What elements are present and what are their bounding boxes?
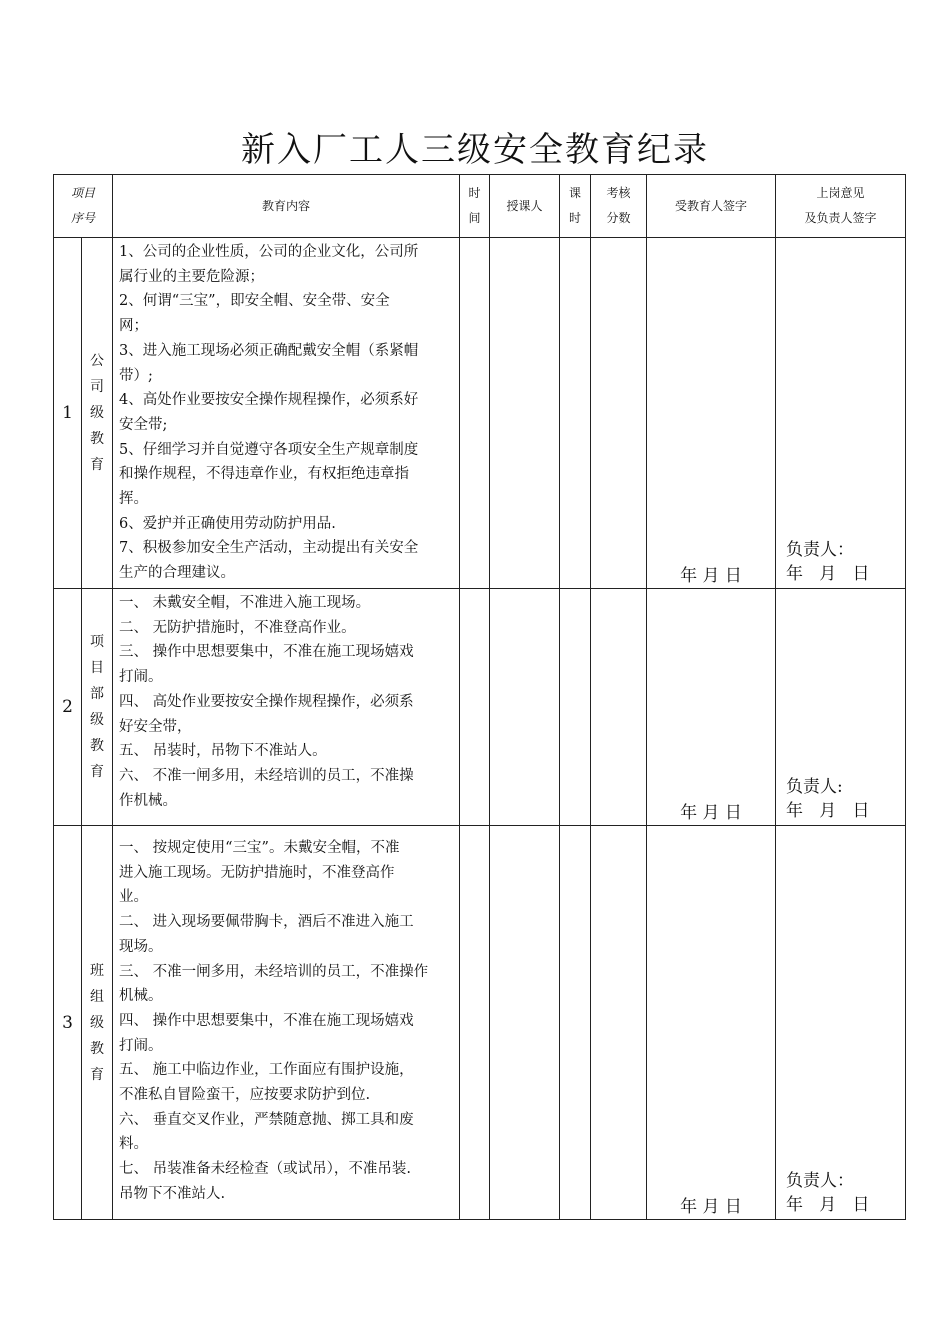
content-line: 挥。: [119, 491, 149, 508]
level-char: 育: [90, 1066, 104, 1083]
level-char: 目: [90, 660, 104, 676]
content-line: 吊物下不准站人.: [119, 1185, 226, 1202]
level-char: 育: [90, 764, 104, 780]
level-char: 部: [90, 686, 104, 702]
sign-date: 年 月 日: [680, 803, 742, 823]
teacher-cell[interactable]: [490, 589, 560, 826]
header-trainee-sign: 受教育人签字: [647, 175, 776, 238]
time-cell[interactable]: [460, 238, 490, 589]
table-row: [54, 238, 906, 589]
level-char: 班: [90, 962, 104, 979]
header-approval-cell: [776, 175, 906, 238]
content-line: 三、 不准一闸多用，未经培训的员工，不准操作: [119, 963, 429, 980]
education-record-table: [53, 174, 906, 1220]
level-cell: [82, 238, 113, 589]
content-line: 安全带;: [119, 416, 168, 433]
level-char: 司: [90, 379, 104, 395]
content-line: 一、 按规定使用“三宝”。未戴安全帽，不准: [119, 840, 400, 856]
table-row: [54, 589, 906, 826]
level-char: 教: [90, 738, 104, 754]
content-line: 四、 高处作业要按安全操作规程操作，必须系: [119, 693, 414, 710]
content-line: 作机械。: [119, 792, 178, 809]
content-line: 好安全带，: [119, 718, 192, 735]
row-number: 2: [54, 589, 82, 826]
trainee-sign-cell[interactable]: [647, 589, 776, 826]
content-line: 打闹。: [119, 1037, 163, 1054]
hours-cell[interactable]: [560, 589, 591, 826]
level-char: 公: [90, 353, 104, 369]
content-line: 一、 未戴安全帽，不准进入施工现场。: [119, 595, 371, 611]
content-line: 六、 垂直交叉作业，严禁随意抛、掷工具和废: [119, 1111, 414, 1128]
content-line: 生产的合理建议。: [119, 565, 236, 582]
header-time-2: 间: [468, 211, 481, 225]
table-header-row: [54, 175, 906, 238]
content-line: 7、积极参加安全生产活动，主动提出有关安全: [119, 540, 419, 557]
page-title: 新入厂工人三级安全教育纪录: [241, 130, 709, 170]
header-content: 教育内容: [113, 175, 460, 238]
content-line: 3、进入施工现场必须正确配戴安全帽（系紧帽: [119, 342, 419, 359]
content-line: 带）;: [119, 367, 153, 384]
responsible-date: 年 月 日: [786, 1195, 870, 1215]
responsible-date: 年 月 日: [786, 801, 870, 821]
header-hours-2: 时: [569, 211, 582, 225]
content-line: 6、爱护并正确使用劳动防护用品.: [119, 515, 336, 532]
content-line: 进入施工现场。无防护措施时，不准登高作: [119, 864, 395, 881]
responsible-label: 负责人:: [786, 777, 843, 797]
content-line: 和操作规程，不得违章作业，有权拒绝违章指: [119, 466, 410, 483]
level-char: 级: [90, 712, 104, 728]
header-hours-cell: [560, 175, 591, 238]
score-cell[interactable]: [591, 589, 647, 826]
row-number: 1: [54, 238, 82, 589]
content-line: 五、 吊装时，吊物下不准站人。: [119, 743, 327, 760]
content-line: 现场。: [119, 938, 163, 955]
trainee-sign-cell[interactable]: [647, 238, 776, 589]
trainee-sign-cell[interactable]: [647, 826, 776, 1220]
header-score-1: 考核: [606, 186, 631, 200]
responsible-date: 年 月 日: [786, 564, 870, 584]
content-cell: [113, 238, 460, 589]
header-hours-1: 课: [569, 186, 582, 200]
content-cell: [113, 589, 460, 826]
content-line: 业。: [119, 889, 149, 906]
header-approval-1: 上岗意见: [816, 186, 865, 200]
approval-sign-cell[interactable]: [776, 826, 906, 1220]
responsible-label: 负责人：: [786, 1171, 855, 1191]
level-char: 项: [90, 634, 104, 650]
content-line: 七、 吊装准备未经检查（或试吊），不准吊装.: [119, 1161, 411, 1178]
header-score-2: 分数: [606, 211, 631, 225]
teacher-cell[interactable]: [490, 238, 560, 589]
level-char: 育: [90, 457, 104, 473]
content-line: 2、何谓“三宝”，即安全帽、安全带、安全: [119, 293, 390, 310]
header-item-label: 项目: [71, 186, 96, 200]
level-cell: [82, 589, 113, 826]
content-line: 不准私自冒险蛮干，应按要求防护到位.: [119, 1087, 371, 1104]
header-number-label: 序号: [71, 211, 96, 225]
level-char: 组: [90, 988, 104, 1005]
content-line: 1、公司的企业性质，公司的企业文化，公司所: [119, 244, 419, 260]
time-cell[interactable]: [460, 589, 490, 826]
header-time-cell: [460, 175, 490, 238]
teacher-cell[interactable]: [490, 826, 560, 1220]
header-score-cell: [591, 175, 647, 238]
content-line: 五、 施工中临边作业，工作面应有围护设施，: [119, 1062, 414, 1079]
responsible-label: 负责人：: [786, 540, 855, 560]
content-line: 4、高处作业要按安全操作规程操作，必须系好: [119, 392, 419, 409]
header-time-1: 时: [468, 186, 481, 200]
content-line: 六、 不准一闸多用，未经培训的员工，不准操: [119, 767, 414, 784]
time-cell[interactable]: [460, 826, 490, 1220]
header-approval-2: 及负责人签字: [804, 211, 877, 225]
approval-sign-cell[interactable]: [776, 589, 906, 826]
content-line: 机械。: [119, 988, 163, 1005]
header-teacher: 授课人: [490, 175, 560, 238]
content-line: 二、 无防护措施时，不准登高作业。: [119, 619, 356, 636]
content-line: 料。: [119, 1136, 149, 1153]
hours-cell[interactable]: [560, 826, 591, 1220]
level-char: 教: [90, 1040, 104, 1057]
approval-sign-cell[interactable]: [776, 238, 906, 589]
score-cell[interactable]: [591, 238, 647, 589]
sign-date: 年 月 日: [680, 1197, 742, 1217]
content-line: 打闹。: [119, 669, 163, 686]
header-corner-cell: [54, 175, 113, 238]
content-line: 5、仔细学习并自觉遵守各项安全生产规章制度: [119, 441, 419, 458]
content-line: 属行业的主要危险源；: [119, 268, 265, 285]
score-cell[interactable]: [591, 826, 647, 1220]
level-char: 级: [90, 405, 104, 421]
content-line: 三、 操作中思想要集中，不准在施工现场嬉戏: [119, 644, 414, 661]
content-cell: [113, 826, 460, 1220]
table-row: [54, 826, 906, 1220]
level-char: 级: [90, 1014, 104, 1031]
level-char: 教: [90, 431, 104, 447]
hours-cell[interactable]: [560, 238, 591, 589]
content-line: 网；: [119, 318, 149, 335]
content-line: 二、 进入现场要佩带胸卡，酒后不准进入施工: [119, 914, 414, 931]
sign-date: 年 月 日: [680, 566, 742, 586]
row-number: 3: [54, 826, 82, 1220]
content-line: 四、 操作中思想要集中，不准在施工现场嬉戏: [119, 1012, 414, 1029]
level-cell: [82, 826, 113, 1220]
